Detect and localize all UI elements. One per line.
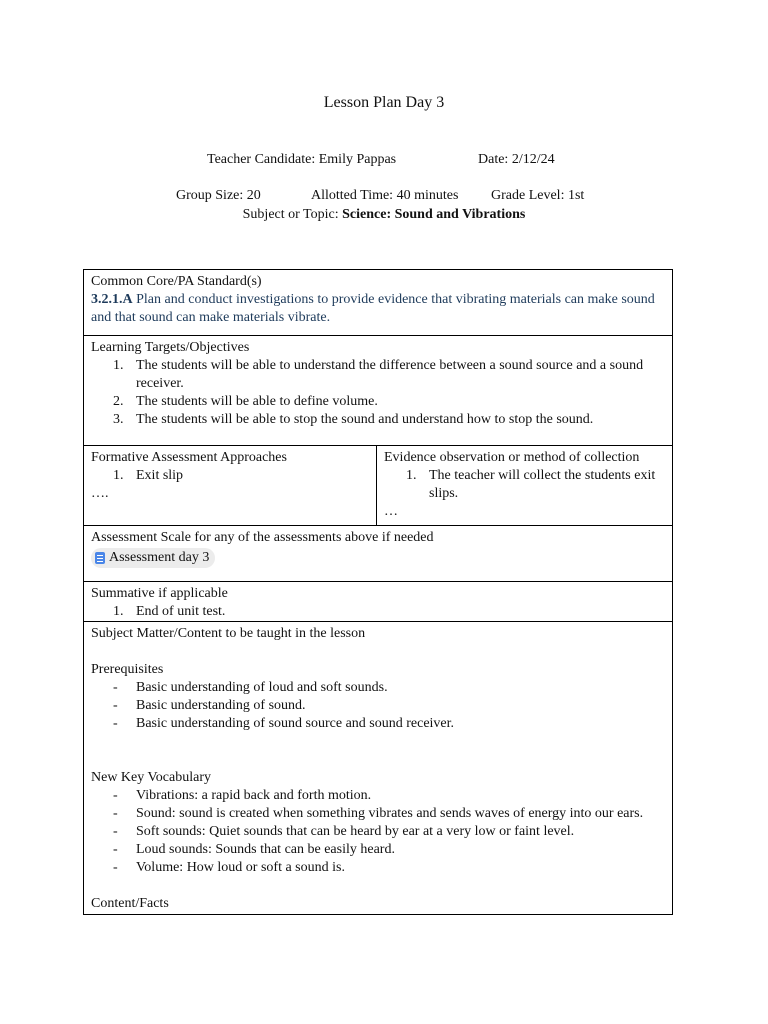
- list-item: 1. Exit slip: [113, 468, 184, 483]
- list-item: - Volume: How loud or soft a sound is.: [113, 860, 345, 875]
- standard-description: Plan and conduct investigations to provide evidence that vibrating materials can make sound and that sound can make materials vibrate.: [91, 292, 655, 325]
- list-item: 1. The students will be able to understand the difference between a sound source and a sound receiver.: [113, 358, 644, 391]
- summative-heading: Summative if applicable: [91, 586, 228, 601]
- formative-trailing: ….: [91, 486, 109, 501]
- list-item: 1. The teacher will collect the students exit slips.: [406, 468, 656, 501]
- subject-value: Science: Sound and Vibrations: [342, 207, 526, 222]
- allotted-time: Allotted Time: 40 minutes: [311, 188, 459, 203]
- google-doc-icon: [95, 552, 105, 564]
- standards-row: [84, 270, 673, 336]
- evidence-list: [384, 467, 665, 503]
- formative-list: [91, 467, 369, 485]
- standard-text: [91, 291, 665, 327]
- list-item: - Sound: sound is created when something vibrates and sends waves of energy into our ears.: [113, 806, 644, 821]
- grade-level: Grade Level: 1st: [491, 188, 585, 203]
- prerequisites-heading: Prerequisites: [91, 662, 164, 677]
- prerequisites-list: [91, 679, 665, 733]
- content-heading: Subject Matter/Content to be taught in the lesson: [91, 626, 366, 641]
- summative-row: [84, 582, 673, 622]
- subject-topic: [0, 207, 768, 223]
- list-item: 1. End of unit test.: [113, 604, 226, 619]
- assessment-doc-chip[interactable]: [91, 548, 215, 568]
- list-item: - Vibrations: a rapid back and forth motion.: [113, 788, 372, 803]
- assessment-scale-heading: Assessment Scale for any of the assessments above if needed: [91, 530, 434, 545]
- teacher-candidate: Teacher Candidate: Emily Pappas: [207, 152, 397, 167]
- list-item: - Loud sounds: Sounds that can be easily heard.: [113, 842, 395, 857]
- assessment-scale-row: [84, 526, 673, 582]
- group-size: Group Size: 20: [176, 188, 261, 203]
- content-facts-heading: Content/Facts: [91, 896, 169, 911]
- vocab-heading: New Key Vocabulary: [91, 770, 212, 785]
- list-item: - Basic understanding of sound.: [113, 698, 306, 713]
- subject-label: Subject or Topic:: [242, 207, 343, 222]
- objectives-heading: Learning Targets/Objectives: [91, 340, 250, 355]
- objectives-row: [84, 336, 673, 446]
- standard-code: 3.2.1.A: [91, 292, 133, 307]
- list-item: - Basic understanding of loud and soft sounds.: [113, 680, 388, 695]
- list-item: - Basic understanding of sound source and sound receiver.: [113, 716, 455, 731]
- page-title: Lesson Plan Day 3: [323, 94, 445, 111]
- standards-heading: Common Core/PA Standard(s): [91, 274, 262, 289]
- content-row: [84, 622, 673, 915]
- evidence-heading: Evidence observation or method of collection: [384, 450, 640, 465]
- formative-row: [84, 446, 673, 526]
- lesson-date: Date: 2/12/24: [478, 152, 555, 167]
- vocab-list: [91, 787, 665, 877]
- formative-heading: Formative Assessment Approaches: [91, 450, 287, 465]
- objectives-list: [91, 357, 665, 429]
- list-item: 2. The students will be able to define volume.: [113, 394, 378, 409]
- list-item: - Soft sounds: Quiet sounds that can be heard by ear at a very low or faint level.: [113, 824, 575, 839]
- assessment-doc-label: Assessment day 3: [109, 550, 210, 565]
- lesson-plan-table: [83, 269, 673, 915]
- evidence-trailing: …: [384, 504, 398, 519]
- summative-list: [91, 603, 665, 621]
- list-item: 3. The students will be able to stop the sound and understand how to stop the sound.: [113, 412, 594, 427]
